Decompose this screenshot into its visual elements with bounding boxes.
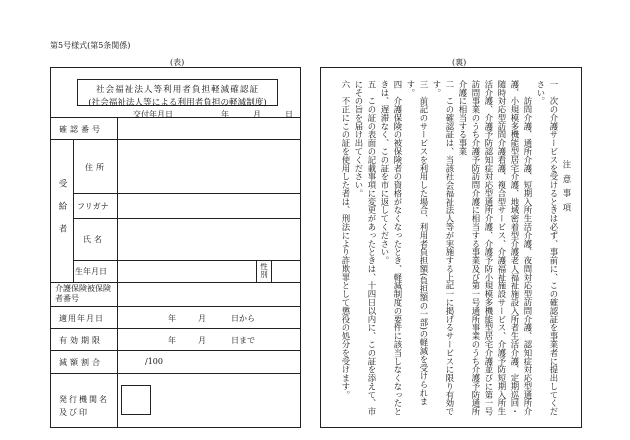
issue-date-label: 交付年月日	[133, 110, 173, 119]
reduction-ratio-unit: /100	[145, 357, 163, 366]
valid-period-month: 月	[198, 336, 206, 345]
valid-period-label: 有効期限	[59, 336, 103, 345]
back-side-label: (裏)	[452, 58, 467, 67]
certificate-title: 社会福祉法人等利用者負担軽減確認証	[95, 85, 260, 95]
front-side-label: (表)	[170, 58, 185, 67]
sex-label: 性別	[260, 262, 268, 279]
issue-date-year: 年	[221, 110, 229, 119]
note-item: 一 次の介護サービスを受けるときは必ず、事前に、この確認証を事業者に提出してください。	[536, 80, 559, 416]
notes-block	[327, 80, 573, 420]
issuer-seal-box	[121, 385, 151, 415]
address-label: 住所	[85, 163, 107, 172]
insured-number-label: 介護保険被保険者番号	[55, 284, 111, 303]
notes-heading: 注意事項	[562, 160, 572, 218]
applicable-date-year: 年	[168, 314, 176, 323]
furigana-label: フリガナ	[77, 202, 109, 211]
form-number: 第5号様式(第5条関係)	[50, 41, 131, 50]
issue-date-month: 月	[253, 110, 261, 119]
certificate-subtitle: (社会福祉法人等による利用者負担の軽減制度)	[88, 98, 267, 108]
valid-period-year: 年	[168, 336, 176, 345]
note-item: 五 この証の表面の記載事項に変更があったときは、十四日以内に、この証を添えて、市にその旨を届け出てください。	[354, 80, 377, 416]
issue-date-day: 日	[285, 110, 293, 119]
name-label: 氏名	[83, 235, 105, 244]
front-grid	[51, 117, 300, 427]
valid-period-day: 日まで	[231, 336, 255, 345]
applicable-date-month: 月	[198, 314, 206, 323]
recipient-label: 受給者	[57, 179, 67, 247]
reduction-ratio-label: 減額割合	[59, 358, 103, 367]
note-item: 六 不正にこの証を使用した者は、刑法により詐欺罪として懲役の処分を受けます。	[341, 80, 351, 399]
note-item: 二 この確認証は、当該社会福祉法人等が実施する上記一に掲げるサービスに限り有効です。	[432, 80, 455, 416]
front-card	[50, 67, 301, 428]
applicable-date-day: 日から	[231, 314, 255, 323]
confirmation-number-label: 確認番号	[59, 125, 103, 134]
applicable-date-label: 適用年月日	[59, 314, 104, 323]
certificate-title-box	[77, 79, 278, 106]
issuer-label: 発行機関名及び印	[59, 395, 109, 417]
back-card	[320, 67, 582, 428]
note-item: 三 前記のサービスを利用した場合、利用者負担額(負担額の一部)の軽減を受けられます。	[406, 80, 429, 406]
note-item: 訪問介護、通所介護、短期入所生活介護、夜間対応型訪問介護、認知症対応型通所介護、小規模多機能型居宅介護、地域密着型介護老人福祉施設入所者生活介護、定期巡回・随時対応型訪問介護看護、複合型サービス、介護福祉施設サービス、介護予防短期入所生活介護、介護予防認知症対応型通所介護、介護予防小規模多機能型居宅介護並びに第一号訪問事業のうち介護予防訪問介護に相当する事業及び第一号通所事業のうち介護予防通所介護に相当する事業	[458, 80, 533, 416]
birthdate-label: 生年月日	[75, 267, 107, 276]
note-item: 四 介護保険の被保険者の資格がなくなったとき、軽減制度の要件に該当しなくなったときは、遅滞なく、この証を市に返してください。	[380, 80, 403, 416]
